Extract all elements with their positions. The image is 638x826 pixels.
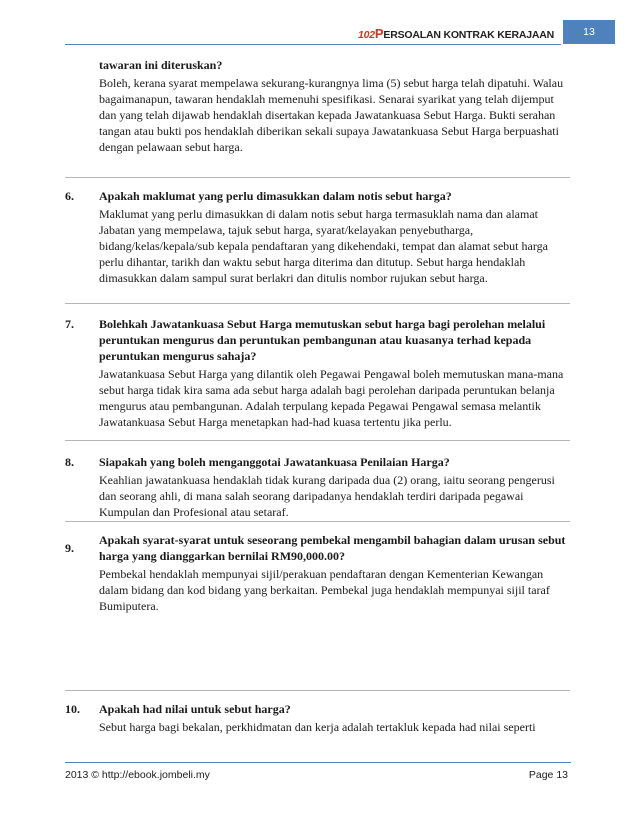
- item-number: 7.: [65, 317, 74, 331]
- header-page-number: 13: [563, 20, 615, 44]
- qa-item-9: [65, 532, 570, 614]
- item-question: Apakah maklumat yang perlu dimasukkan dalam notis sebut harga?: [99, 189, 452, 203]
- running-title-number: 102: [358, 29, 375, 41]
- continued-answer: Boleh, kerana syarat mempelawa sekurang-kurangnya lima (5) sebut harga telah dipatuhi. Walau bagaimanapun, tawaran hendaklah memenuhi spesifikasi. Senarai syarikat yang telah dijemput dan yang telah dijawab hendaklah disertakan kepada Jawatankuasa Sebut Harga. Bukti serahan tangan atau bukti pos hendaklah diberikan sekali supaya Jawatankuasa Sebut Harga berpuashati dengan pelawaan sebut harga.: [99, 76, 564, 154]
- separator: [65, 521, 570, 522]
- running-title: [358, 26, 554, 41]
- qa-item-10: [65, 701, 570, 735]
- item-number: 9.: [65, 541, 74, 555]
- running-title-initial: P: [374, 26, 384, 41]
- separator: [65, 440, 570, 441]
- separator: [65, 177, 570, 178]
- footer-page-number: Page 13: [528, 769, 568, 781]
- item-question: Apakah had nilai untuk sebut harga?: [99, 702, 291, 716]
- item-question: Bolehkah Jawatankuasa Sebut Harga memutuskan sebut harga bagi perolehan melalui peruntukan mengurus dan peruntukan pembangunan atau kuasanya terhad kepada peruntukan mengurus sahaja?: [99, 317, 546, 363]
- qa-item-7: [65, 316, 570, 430]
- footer-copyright: 2013 © http://ebook.jombeli.my: [65, 769, 210, 781]
- item-question: Apakah syarat-syarat untuk seseorang pembekal mengambil bahagian dalam urusan sebut harga yang dianggarkan bernilai RM90,000.00?: [99, 533, 566, 563]
- item-number: 6.: [65, 189, 74, 203]
- item-answer: Maklumat yang perlu dimasukkan di dalam notis sebut harga termasuklah nama dan alamat Jabatan yang mempelawa, tajuk sebut harga, syarat/kelayakan penyebutharga, bidang/kelas/kepala/sub kepala pendaftaran yang dikehendaki, tempat dan alamat sebut harga perlu dihantar, tarikh dan waktu sebut harga diterima dan ditutup. Sebut harga hendaklah dimasukkan dalam sampul surat berlakri dan ditulis nombor rujukan sebut harga.: [99, 207, 548, 285]
- qa-item-6: [65, 188, 570, 286]
- separator: [65, 303, 570, 304]
- running-title-text: ERSOALAN KONTRAK KERAJAAN: [383, 29, 554, 41]
- item-answer: Keahlian jawatankuasa hendaklah tidak kurang daripada dua (2) orang, iaitu seorang pengerusi dan seorang ahli, di mana salah seorang daripadanya hendaklah terdiri daripada pegawai Kumpulan dan Profesional atau setaraf.: [99, 473, 555, 519]
- item-number: 8.: [65, 455, 74, 469]
- item-question: Siapakah yang boleh menganggotai Jawatankuasa Penilaian Harga?: [99, 455, 450, 469]
- item-answer: Sebut harga bagi bekalan, perkhidmatan dan kerja adalah tertakluk kepada had nilai seperti: [99, 720, 536, 734]
- item-answer: Jawatankuasa Sebut Harga yang dilantik oleh Pegawai Pengawal boleh memutuskan mana-mana sebut harga tidak kira sama ada sebut harga adalah bagi perolehan daripada peruntukan belanja mengurus atau pembangunan. Adalah terpulang kepada Pegawai Pengawal semasa melantik Jawatankuasa Sebut Harga menetapkan had-had kuasa tertentu jika perlu.: [99, 367, 564, 429]
- continued-item: [65, 57, 570, 155]
- item-number: 10.: [65, 702, 80, 716]
- qa-item-8: [65, 454, 570, 520]
- item-answer: Pembekal hendaklah mempunyai sijil/perakuan pendaftaran dengan Kementerian Kewangan dalam bidang dan kod bidang yang berkaitan. Pembekal juga hendaklah mempunyai sijil taraf Bumiputera.: [99, 567, 550, 613]
- footer-rule: [65, 762, 571, 763]
- separator: [65, 690, 570, 691]
- header-rule: [65, 44, 561, 45]
- continued-question: tawaran ini diteruskan?: [99, 58, 223, 72]
